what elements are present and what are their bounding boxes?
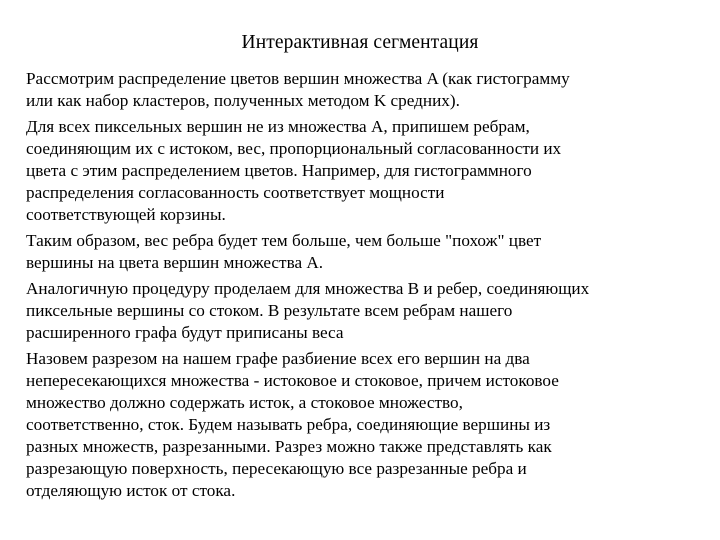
paragraph-line: соответствующей корзины. bbox=[26, 205, 226, 224]
paragraph-line: отделяющую исток от стока. bbox=[26, 481, 236, 500]
paragraph-line: Для всех пиксельных вершин не из множества A, припишем ребрам, bbox=[26, 117, 530, 136]
paragraph-cut-definition bbox=[26, 348, 696, 502]
paragraph-line: пиксельные вершины со стоком. В результате всем ребрам нашего bbox=[26, 301, 513, 320]
paragraph-line: соответственно, сток. Будем называть ребра, соединяющие вершины из bbox=[26, 415, 551, 434]
paragraph-line: или как набор кластеров, полученных методом K средних). bbox=[26, 91, 460, 110]
paragraph-sink-weights bbox=[26, 278, 696, 344]
paragraph-line: расширенного графа будут приписаны веса bbox=[26, 323, 344, 342]
slide-title: Интерактивная сегментация bbox=[241, 32, 479, 53]
paragraph-line: Назовем разрезом на нашем графе разбиение всех его вершин на два bbox=[26, 349, 530, 368]
paragraph-line: Аналогичную процедуру проделаем для множества B и ребер, соединяющих bbox=[26, 279, 590, 298]
paragraph-line: Рассмотрим распределение цветов вершин множества A (как гистограмму bbox=[26, 69, 570, 88]
paragraph-line: разрезающую поверхность, пересекающую все разрезанные ребра и bbox=[26, 459, 527, 478]
paragraph-line: Таким образом, вес ребра будет тем больше, чем больше "похож" цвет bbox=[26, 231, 542, 250]
paragraph-line: вершины на цвета вершин множества A. bbox=[26, 253, 324, 272]
paragraph-line: соединяющим их с истоком, вес, пропорциональный согласованности их bbox=[26, 139, 562, 158]
paragraph-weight-similarity bbox=[26, 230, 696, 274]
paragraph-line: множество должно содержать исток, а стоковое множество, bbox=[26, 393, 463, 412]
paragraph-line: непересекающихся множества - истоковое и стоковое, причем истоковое bbox=[26, 371, 559, 390]
paragraph-line: распределения согласованность соответствует мощности bbox=[26, 183, 445, 202]
paragraph-line: разных множеств, разрезанными. Разрез можно также представлять как bbox=[26, 437, 552, 456]
paragraph-color-distribution bbox=[26, 68, 696, 112]
slide-body bbox=[26, 68, 696, 506]
paragraph-line: цвета с этим распределением цветов. Например, для гистограммного bbox=[26, 161, 532, 180]
paragraph-source-weights bbox=[26, 116, 696, 226]
